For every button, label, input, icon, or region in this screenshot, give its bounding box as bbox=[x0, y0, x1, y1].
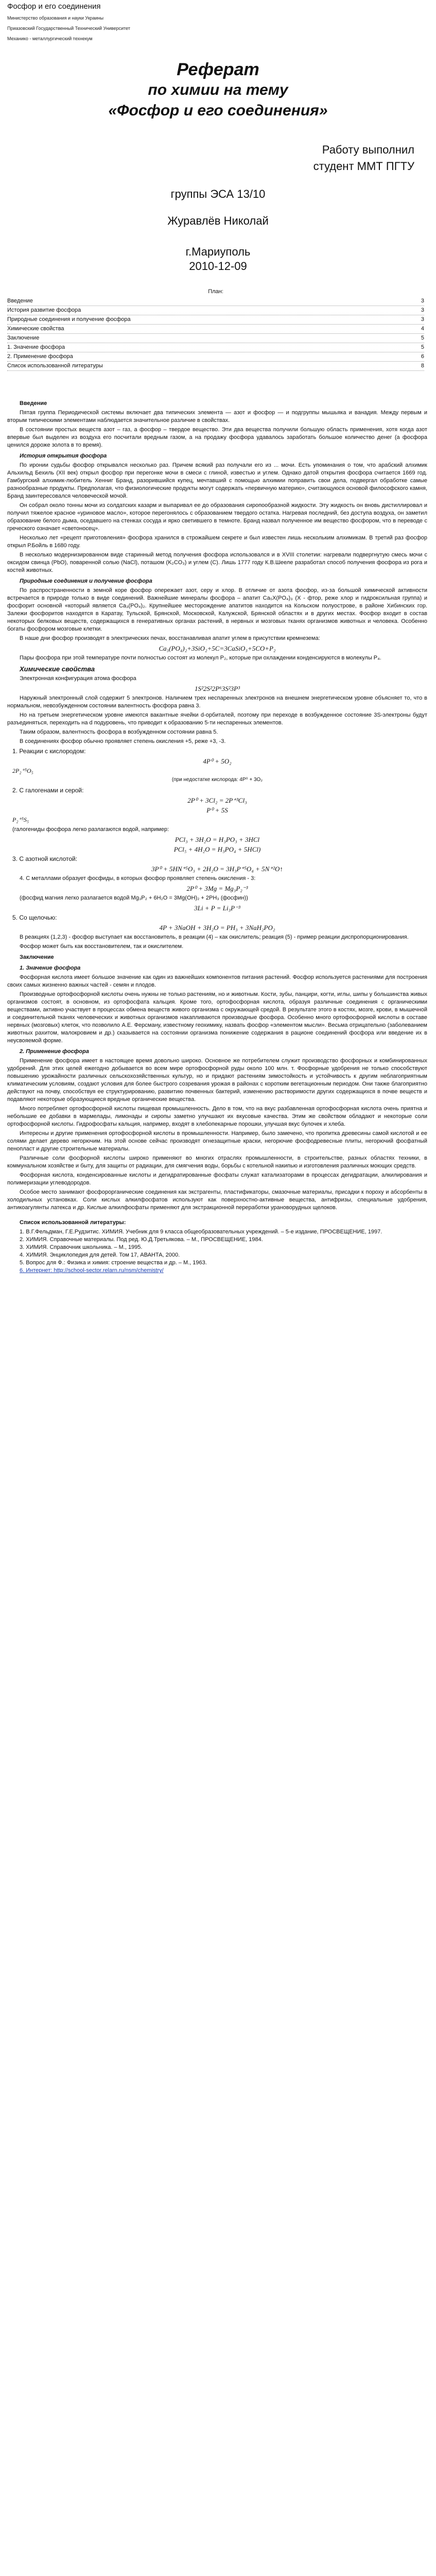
paragraph: В соединениях фосфор обычно проявляет степень окисления +5, реже +3, -3. bbox=[20, 738, 226, 744]
paragraph: Применение фосфора имеет в настоящее время довольно широко. Основное же потребителем служит производство фосфорных и комбинированных удобрений. Для этих целей ежегодно добывается во всем мире ортофосфорной руды около 100 млн. т. Фосфорные удобрения не только способствуют повышению урожайности различных сельскохозяйственных культур, но и придают растениям зимостойкость и устойчивость к другим неблагоприятным климатическим условиям, создают условия для более быстрого созревания урожая в районах с коротким вегетационным периодом. Они также благоприятно действуют на почву, способствуя ее структурированию, развитию почвенных бактерий, изменению растворимости других содержащихся в почве веществ и подавляют некоторые образующиеся вредные органические вещества. bbox=[7, 1058, 427, 1103]
paragraph: Наружный электронный слой содержит 5 электронов. Наличием трех неспаренных электронов на внешнем энергетическом уровне объясняет то, что в нормальном, невозбужденном состоянии валентность фосфора равна 3. bbox=[7, 695, 427, 709]
paragraph: В несколько модернизированном виде старинный метод получения фосфора использовался и в XVIII столетии: нагревали подвергнутую смесь мочи с оксидом свинца (PbO), поваренной солью (NaCl), поташом (K₂CO₃) и углем (C). Лишь 1777 году К.В.Шееле разработал способ получения фосфора из рога и костей животных. bbox=[7, 552, 427, 573]
equation-note: (галогениды фосфора легко разлагаются водой, например: bbox=[12, 826, 169, 833]
history-heading: История открытия фосфора bbox=[20, 453, 107, 459]
paragraph: В состоянии простых веществ азот – газ, а фосфор – твердое вещество. Эти два вещества получили большую область применения, хотя когда азот впервые был выделен из воздуха его посчитали вредным газом, а на продажу фосфора удавалось заработать большое количество денег (а фосфора ценился дороже золота в то время). bbox=[7, 427, 427, 448]
paragraph: Фосфорная кислота, конденсированные кислоты и дегидратированные фосфаты служат катализаторами в процессах дегидратации, алкилирования и полимеризации углеводородов. bbox=[7, 1172, 427, 1186]
toc-item[interactable]: История развитие фосфора 3 bbox=[7, 306, 424, 315]
paragraph: В наше дни фосфор производят в электрических печах, восстанавливая апатит углем в присутствии кремнезема: bbox=[20, 635, 320, 641]
paragraph: Таким образом, валентность фосфора в возбужденном состоянии равна 5. bbox=[20, 729, 218, 735]
student-line: студент ММТ ПГТУ bbox=[313, 160, 414, 173]
literature-link[interactable]: 6. Интернет: http://school-sector.relarn.ru/nsm/chemistry/ bbox=[20, 1267, 164, 1274]
subsection-label: 2. С галогенами и серой: bbox=[12, 787, 84, 794]
paragraph: Интересны и другие применения ортофосфорной кислоты в промышленности. Например, было замечено, что пропитка древесины самой кислотой и ее солями делает дерево негорючим. На этой основе сейчас производят огнезащитные краски, негорючие фосфодревесные плиты, негорючий фосфатный пенопласт и другие строительные материалы. bbox=[7, 1130, 427, 1152]
paragraph: Фосфор может быть как восстановителем, так и окислителем. bbox=[20, 943, 184, 950]
paragraph: Несколько лет «рецепт приготовления» фосфора хранился в строжайшем секрете и был известен лишь нескольким алхимикам. В третий раз фосфор открыл Р.Бойль в 1680 году. bbox=[7, 535, 427, 549]
electron-config: 1S²2S²2P⁶3S²3P³ bbox=[195, 685, 240, 692]
toc-item[interactable]: Заключение 5 bbox=[7, 334, 424, 343]
literature-item: 3. ХИМИЯ. Справочник школьника. – М., 1995. bbox=[20, 1244, 143, 1250]
equation: PCl₅ + 4H₂O = H₃PO₄ + 5HCl) bbox=[173, 845, 261, 853]
paragraph: Пары фосфора при этой температуре почти полностью состоят из молекул P₂, которые при охлаждении конденсируются в молекулы P₄. bbox=[20, 655, 381, 661]
paragraph: 4. С металлами образует фосфиды, в которых фосфор проявляет степень окисления - 3: bbox=[20, 875, 256, 882]
equation: 2P⁰ + 3Cl₂ = 2P⁺³Cl₃ bbox=[187, 796, 247, 804]
equation: 4P⁰ + 5O₂ bbox=[203, 757, 232, 765]
equation: PCl₃ + 3H₂O = H₃PO₃ + 3HCl bbox=[175, 836, 260, 843]
equation: 2P₂⁺⁵O₅ bbox=[12, 767, 33, 774]
paragraph: По распространенности в земной коре фосфор опережает азот, серу и хлор. В отличие от азота фосфор, из-за большой химической активности встречается в природе только в виде соединений. Важнейшие минералы фосфора – апатит Ca₅X(PO₄)₃ (X - фтор, реже хлор и гидроксильная группа) и фосфорит основной «который является Ca₃(PO₄)₂. Крупнейшее месторождение апатитов находится на Кольском полуострове, в районе Хибинских гор. Залежи фосфоритов находятся в Каратау, Тульской, Брянской, Московской, Калужской, Брянской областях и в других местах. Фосфор входит в состав некоторых белковых веществ, содержащихся в генеративных органах растений, в нервных и мозговых тканях организмов животных и человека. Особенно богаты фосфором мозговые клетки. bbox=[7, 587, 427, 632]
toc-item[interactable]: 2. Применение фосфора 6 bbox=[7, 352, 424, 362]
natural-compounds-heading: Природные соединения и получение фосфора bbox=[20, 578, 152, 584]
introduction-section bbox=[7, 397, 427, 1275]
equation: 3Li + P = Li₃P⁻³ bbox=[194, 904, 240, 912]
document-title: Фосфор и его соединения bbox=[7, 2, 101, 11]
referat-title: Реферат bbox=[177, 60, 259, 79]
topic-line: по химии на тему bbox=[148, 81, 288, 98]
table-of-contents bbox=[7, 289, 424, 371]
literature-item: 4. ХИМИЯ. Энциклопедия для детей. Том 17, АВАНТА, 2000. bbox=[20, 1252, 180, 1258]
conclusion-heading: Заключение bbox=[20, 954, 54, 960]
toc-item[interactable]: Введение 3 bbox=[7, 297, 424, 306]
equation: P⁰ + 5S bbox=[206, 806, 228, 814]
paragraph: Много потребляет ортофосфорной кислоты пищевая промышленность. Дело в том, что на вкус разбавленная ортофосфорная кислота очень приятна и небольшие ее добавки в мармелады, лимонады и сиропы заметно улучшают их вкусовые качества. Этим же свойством обладают и некоторые соли ортофосфорной кислоты. Гидрофосфаты кальция, например, входят в хлебопекарные порошки, улучшая вкус булочек и хлеба. bbox=[7, 1106, 427, 1127]
paragraph: Фосфорная кислота имеет большое значение как один из важнейших компонентов питания растений. Фосфор используется растениями для построения своих самых жизненно важных частей - семян и плодов. bbox=[7, 974, 427, 988]
paragraph: Пятая группа Периодической системы включает два типических элемента — азот и фосфор — и подгруппы мышьяка и ванадия. Между первым и вторым типическими элементами наблюдается значительное различие в свойствах. bbox=[7, 410, 427, 423]
faculty-line: Механико - металлургический технекум bbox=[7, 36, 93, 41]
ministry-line: Министерство образования и науки Украины bbox=[7, 15, 104, 21]
equation: 3P⁰ + 5HN⁺⁵O₃ + 2H₂O = 3H₃P⁺⁵O₄ + 5N⁺²O↑ bbox=[151, 865, 283, 873]
done-by: Работу выполнил bbox=[322, 143, 414, 156]
paragraph: По иронии судьбы фосфор открывался несколько раз. Причем всякий раз получали его из ... мочи. Есть упоминания о том, что арабский алхимик Альхильд Бехиль (XII век) открыл фосфор при перегонке мочи в смеси с глиной, известью и углем. Однако датой открытия фосфора считается 1669 год. Гамбургский алхимик-любитель Хенниг Бранд, разорившийся купец, мечтавший с помощью алхимии поправить свои дела, подвергал обработке самые разнообразные продукты. Предполагая, что физиологические продукты могут содержать «первичную материю», считающуюся основой философского камня, Бранд заинтересовался человеческой мочой. bbox=[7, 462, 427, 499]
city-line: г.Мариуполь bbox=[185, 245, 251, 258]
paragraph: Особое место занимают фосфорорганические соединения как экстрагенты, пластификаторы, смазочные материалы, присадки к пороху и абсорбенты в холодильных установках. Соли кислых алкилфосфатов используют как поверхностно-активные вещества, антифризы, специальные удобрения, антикоагулянты латекса и др. Кислые алкилфосфаты применяют для экстракционной переработки урановорудных щелоков. bbox=[7, 1189, 427, 1211]
significance-heading: 1. Значение фосфора bbox=[20, 965, 81, 971]
toc-item[interactable]: 1. Значение фосфора 5 bbox=[7, 343, 424, 352]
toc-title: План: bbox=[208, 289, 223, 295]
chem-properties-heading: Химические свойства bbox=[20, 665, 95, 673]
equation-note: (при недостатке кислорода: 4P⁰ + 3O₂ bbox=[171, 777, 263, 783]
intro-heading: Введение bbox=[20, 400, 47, 406]
equation: 2P⁰ + 3Mg = Mg₃P₂⁻³ bbox=[186, 885, 248, 892]
equation: 4P + 3NaOH + 3H₂O = PH₃ + 3NaH₂PO₂ bbox=[159, 924, 275, 931]
equation: Ca₃(PO₄)₂+3SiO₂+5C=3CaSiO₃+5CO+P₂ bbox=[159, 645, 276, 652]
subsection-label: 3. С азотной кислотой: bbox=[12, 855, 78, 862]
paragraph: Электронная конфигурация атома фосфора bbox=[20, 675, 136, 682]
paragraph: Различные соли фосфорной кислоты широко применяют во многих отраслях промышленности, в строительстве, разных областях техники, в коммунальном хозяйстве и быту, для защиты от радиации, для смягчения воды, борьбы с котельной накипью и изготовления различных моющих средств. bbox=[7, 1155, 427, 1169]
paragraph: Производные ортофосфорной кислоты очень нужны не только растениям, но и животным. Кости, зубы, панцири, когти, иглы, шипы у большинства живых организмов состоят, в основном, из ортофосфата кальция. Кроме того, ортофосфорная кислота, образуя различные соединения с органическими веществами, активно участвует в процессах обмена веществ живого организма с окружающей средой. В результате этого в костях, мозге, крови, в мышечной и соединительной тканях человеческих и животных организмов накапливаются производные фосфора. Особенно много ортофосфорной кислоты в составе нервных (мозговых) клеток, что позволило А.Е. Ферсману, известному геохимику, назвать фосфор «элементом мысли». Весьма отрицательно (заболеванием животных рахитом, малокровием и др.) сказывается на состоянии организма понижение содержания в рационе соединений фосфора или введение их в неусвояемой форме. bbox=[7, 991, 427, 1044]
application-heading: 2. Применение фосфора bbox=[20, 1048, 89, 1055]
toc-item[interactable]: Химические свойства 4 bbox=[7, 325, 424, 334]
paragraph: Он собрал около тонны мочи из солдатских казарм и выпаривал ее до образования сиропообразной жидкости. Эту жидкость он вновь дистиллировал и получил тяжелое красное «уриновое масло», которое перегонялось с образованием твердого остатка. Нагревая последний, без доступа воздуха, он заметил образование белого дыма, оседавшего на стенках сосуда и ярко светившего в темноте. Бранд назвал полученное им вещество фосфором, что в переводе с греческого означает «светоносец». bbox=[7, 502, 427, 532]
paragraph: (фосфид магния легко разлагается водой Mg₃P₂ + 6H₂O = 3Mg(OH)₂ + 2PH₃ (фосфин)) bbox=[20, 895, 248, 901]
university-line: Приазовский Государственный Технический Университет bbox=[7, 26, 130, 31]
literature-item: 2. ХИМИЯ. Справочные материалы. Под ред. Ю.Д.Третьякова. – М., ПРОСВЕЩЕНИЕ, 1984. bbox=[20, 1236, 263, 1243]
paragraph: Но на третьем энергетическом уровне имеются вакантные ячейки d-орбиталей, поэтому при переходе в возбужденное состояние 3S-электроны будут разъединяться, переходить на d подуровень, что приводит к образованию 5-ти неспаренных элементов. bbox=[7, 712, 427, 726]
subsection-label: 5. Со щелочью: bbox=[12, 914, 57, 921]
literature-item: 1. В.Г.Фельдман, Г.Е.Рудзитис. ХИМИЯ. Учебник для 9 класса общеобразовательных учреждений. – 5-е издание, ПРОСВЕЩЕНИЕ, 1997. bbox=[20, 1229, 382, 1235]
paragraph: В реакциях (1,2,3) - фосфор выступает как восстановитель, в реакции (4) – как окислитель; реакция (5) - пример реакции диспропорционирования. bbox=[20, 934, 409, 940]
group-line: группы ЭСА 13/10 bbox=[170, 188, 266, 200]
toc-item[interactable]: Природные соединения и получение фосфора 3 bbox=[7, 315, 424, 325]
equation: P₂⁺⁵S₅ bbox=[12, 816, 29, 823]
literature-item: 5. Вопрос для Ф.: Физика и химия: строение вещества и др. – М., 1963. bbox=[20, 1260, 207, 1266]
subsection-label: 1. Реакции с кислородом: bbox=[12, 748, 86, 755]
topic-title: «Фосфор и его соединения» bbox=[108, 102, 328, 119]
literature-list bbox=[7, 1228, 427, 1275]
toc-item[interactable]: Список использованной литературы 8 bbox=[7, 362, 424, 371]
literature-heading: Список использованной литературы: bbox=[20, 1219, 126, 1226]
author-name: Журавлёв Николай bbox=[167, 214, 269, 227]
date-line: 2010-12-09 bbox=[189, 260, 247, 273]
